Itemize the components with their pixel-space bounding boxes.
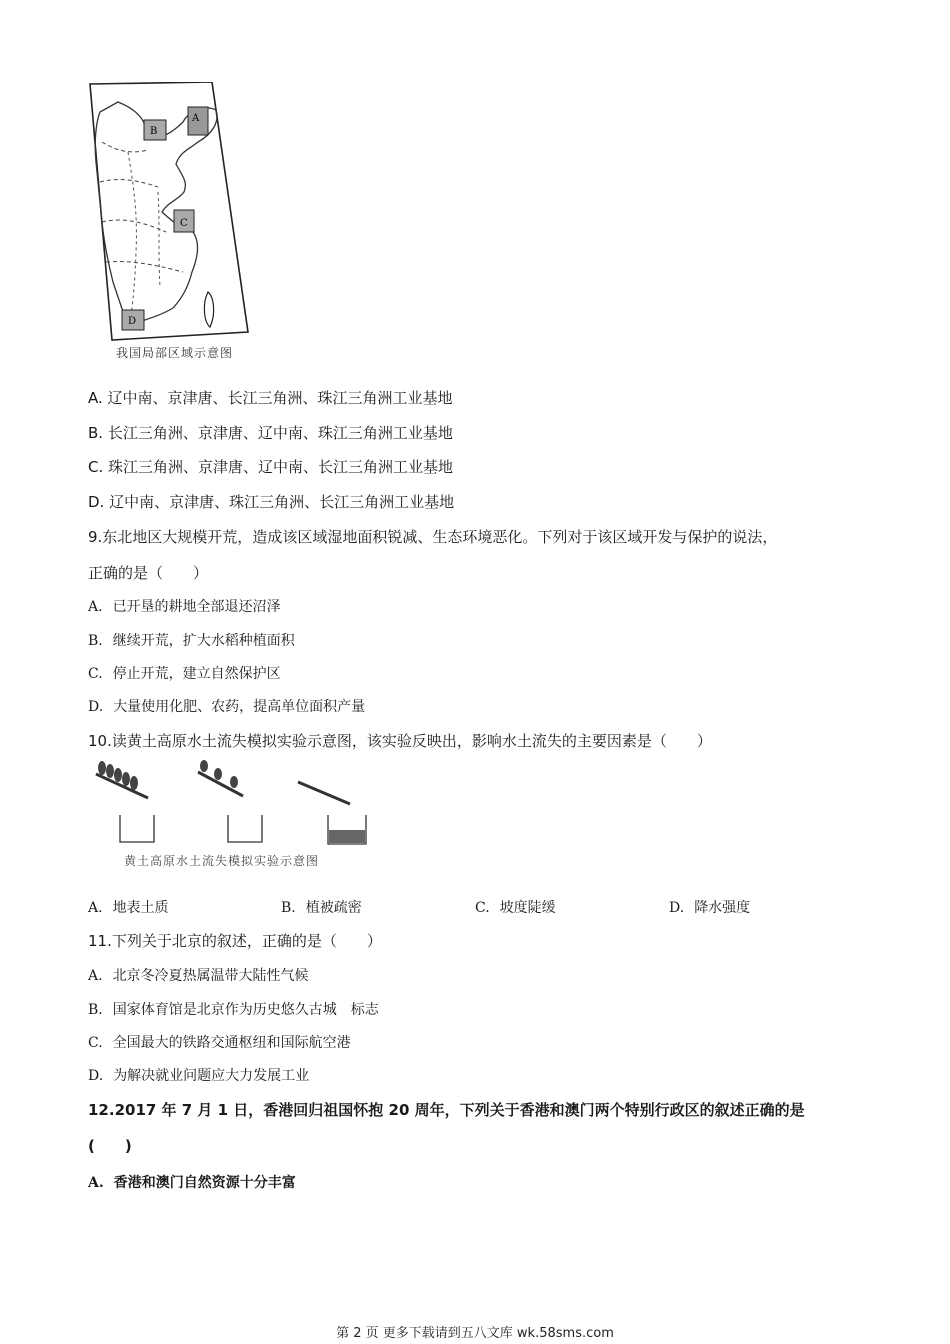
q12-stem: 12.2017 年 7 月 1 日，香港回归祖国怀抱 20 周年，下列关于香港和澳门两个特别行政区的叙述正确的是 <box>88 1101 805 1119</box>
q10-stem: 10.读黄土高原水土流失模拟实验示意图，该实验反映出，影响水土流失的主要因素是（ ） <box>88 732 712 750</box>
q8-option-d[interactable]: D. 辽中南、京津唐、珠江三角洲、长江三角洲工业基地 <box>88 493 455 511</box>
q8-option-b[interactable]: B. 长江三角洲、京津唐、辽中南、珠江三角洲工业基地 <box>88 424 453 442</box>
region-map-figure <box>88 82 250 344</box>
experiment-graphic <box>88 760 378 860</box>
q9-option-b[interactable]: B. 继续开荒，扩大水稻种植面积 <box>88 633 295 649</box>
q10-option-c[interactable]: C. 坡度陡缓 <box>475 900 556 916</box>
q11-option-d[interactable]: D. 为解决就业问题应大力发展工业 <box>88 1068 310 1084</box>
map-marker-d: D <box>128 316 137 327</box>
map-marker-b: B <box>150 126 158 137</box>
region-map-graphic <box>88 82 250 344</box>
q12-stem-cont: ( ) <box>88 1137 132 1155</box>
q11-option-c[interactable]: C. 全国最大的铁路交通枢纽和国际航空港 <box>88 1035 351 1051</box>
q10-option-d[interactable]: D. 降水强度 <box>669 900 751 916</box>
q11-stem: 11.下列关于北京的叙述，正确的是（ ） <box>88 932 382 950</box>
q9-option-c[interactable]: C. 停止开荒，建立自然保护区 <box>88 666 281 682</box>
page-footer: 第 2 页 更多下载请到五八文库 wk.58sms.com <box>336 1326 614 1341</box>
map-caption: 我国局部区域示意图 <box>116 346 234 360</box>
experiment-caption: 黄土高原水土流失模拟实验示意图 <box>124 854 320 868</box>
q8-option-c[interactable]: C. 珠江三角洲、京津唐、辽中南、长江三角洲工业基地 <box>88 458 454 476</box>
q9-option-d[interactable]: D. 大量使用化肥、农药，提高单位面积产量 <box>88 699 366 715</box>
q8-option-a[interactable]: A. 辽中南、京津唐、长江三角洲、珠江三角洲工业基地 <box>88 389 453 407</box>
q11-option-b[interactable]: B. 国家体育馆是北京作为历史悠久古城 标志 <box>88 1002 379 1018</box>
q11-option-a[interactable]: A. 北京冬冷夏热属温带大陆性气候 <box>88 968 309 984</box>
q9-stem: 9.东北地区大规模开荒，造成该区域湿地面积锐减、生态环境恶化。下列对于该区域开发与保护的说法， <box>88 528 778 546</box>
map-marker-c: C <box>180 218 188 229</box>
q9-option-a[interactable]: A. 已开垦的耕地全部退还沼泽 <box>88 599 281 615</box>
q10-option-a[interactable]: A. 地表土质 <box>88 900 169 916</box>
q10-option-b[interactable]: B. 植被疏密 <box>281 900 362 916</box>
q9-stem-cont: 正确的是（ ） <box>88 564 209 582</box>
q12-option-a[interactable]: A. 香港和澳门自然资源十分丰富 <box>88 1175 296 1191</box>
map-marker-a: A <box>192 113 200 124</box>
